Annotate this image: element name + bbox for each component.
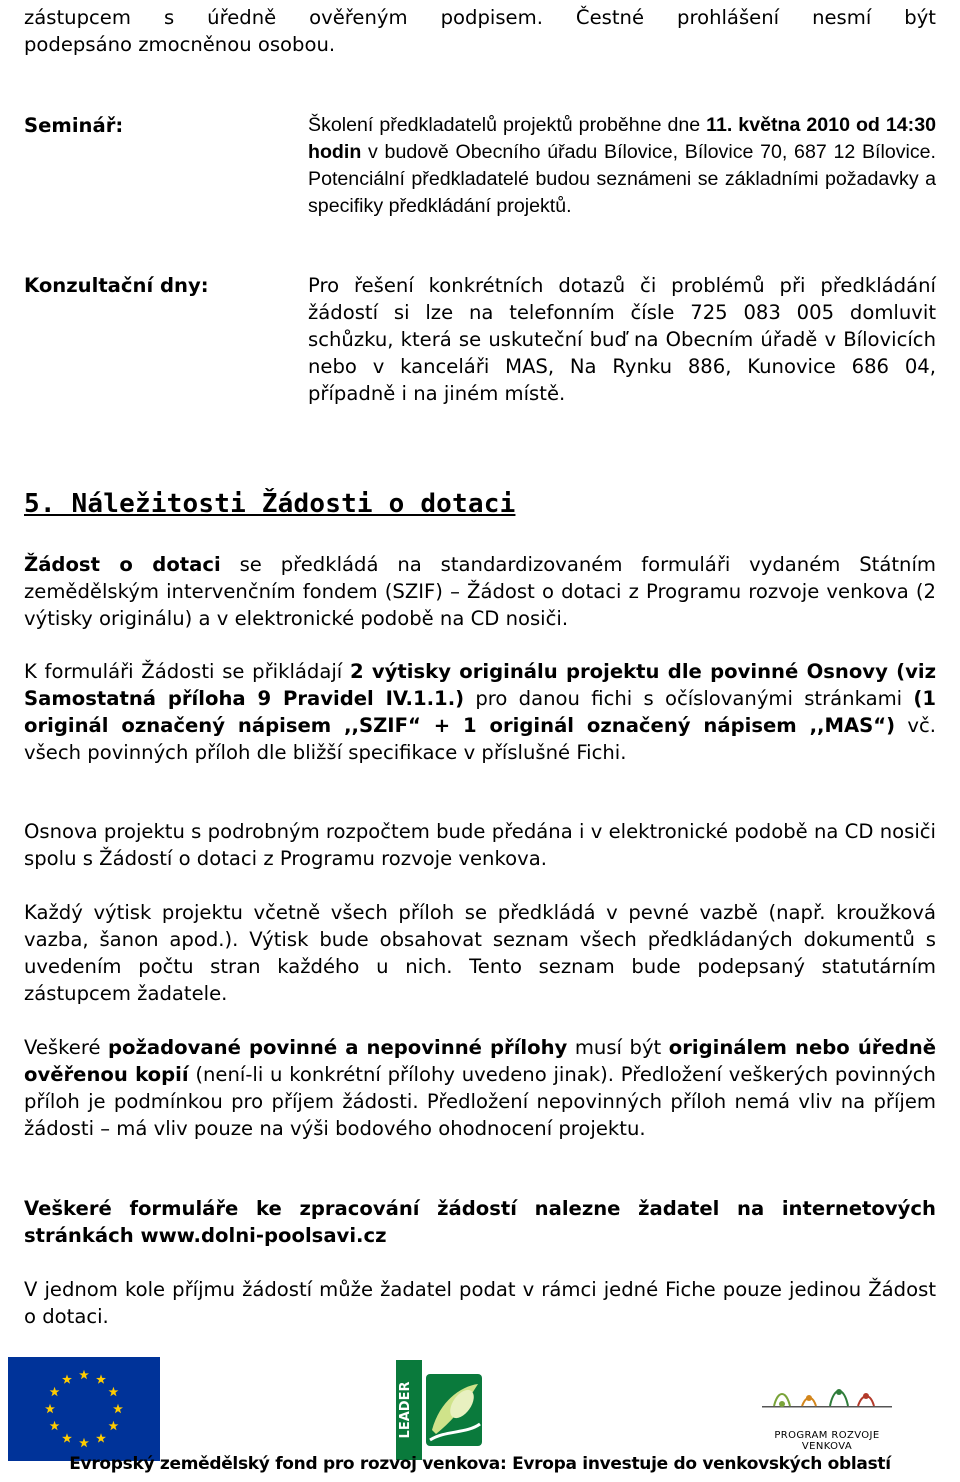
paragraph-6: Veškeré formuláře ke zpracování žádostí nalezne žadatel na internetových stránkách www.dolni-poolsavi.cz [24,1197,936,1247]
paragraph-7: V jednom kole příjmu žádostí může žadatel podat v rámci jedné Fiche pouze jedinou Žádost o dotaci. [24,1278,936,1328]
eu-star [62,1433,72,1442]
eu-star [50,1421,60,1430]
paragraph-4: Každý výtisk projektu včetně všech příloh se předkládá v pevné vazbě (např. kroužková vazba, šanon apod.). Výtisk bude obsahovat seznam všech předkládaných dokumentů s uvedením počtu stran každého u nich. Tento seznam bude podepsaný statutárním zástupcem žadatele. [24,901,936,1005]
eu-star [96,1433,106,1442]
text: musí být [567,1036,669,1059]
footer-text: Evropský zemědělský fond pro rozvoj venkova: Evropa investuje do venkovských oblastí [69,1454,891,1474]
seminar-text [308,112,936,220]
consult-text: Pro řešení konkrétních dotazů či problémů při předkládání žádostí si lze na telefonním čísle 725 083 005 domluvit schůzku, která se uskuteční buď na Obecním úřadě v Bílovicích nebo v kanceláři MAS, Na Rynku 886, Kunovice 686 04, případně i na jiném místě. [308,274,936,405]
paragraph-1 [24,551,936,632]
eu-star [45,1404,55,1413]
text: K formuláři Žádosti se přikládají [24,660,350,683]
text: (není-li u konkrétní přílohy uvedeno jinak). Předložení veškerých povinných příloh je podmínkou pro příjem žádosti. Předložení nepovinných příloh nemá vliv na příjem žádosti – má vliv pouze na výši bodového ohodnocení projektu. [24,1063,936,1140]
eu-star [113,1404,123,1413]
prv-icon [752,1380,902,1430]
eu-star [50,1387,60,1396]
paragraph-2 [24,658,936,766]
eu-star [62,1374,72,1383]
text: Veškeré [24,1036,109,1059]
bold-phrase: 2 výtisky originálu projektu dle povinné Osnovy (viz Samostatná příloha 9 Pravidel IV.1.1.) [24,660,936,710]
bold-phrase: (1 originál označený nápisem ,,SZIF“ + 1 originál označený nápisem ,,MAS“) [24,687,936,737]
text-line: podepsáno zmocněnou osobou. [24,33,336,56]
leader-logo [396,1360,484,1460]
seminar-text-1: Školení předkladatelů projektů proběhne dne [308,114,707,136]
prv-logo [752,1380,902,1452]
eu-star [109,1421,119,1430]
text-line: zástupcem s úředně ověřeným podpisem. Čestné prohlášení nesmí být [24,6,936,29]
eu-star [79,1438,89,1447]
seminar-text-3: v budově Obecního úřadu Bílovice, Bílovice 70, 687 12 Bílovice. Potenciální předkladatelé budou seznámeni se základními požadavky a specifiky předkládání projektů. [308,141,936,217]
paragraph-3: Osnova projektu s podrobným rozpočtem bude předána i v elektronické podobě na CD nosiči spolu s Žádostí o dotaci z Programu rozvoje venkova. [24,820,936,870]
bold-phrase: požadované povinné a nepovinné přílohy [108,1036,568,1059]
paragraph-5 [24,1034,936,1142]
paragraph-continued-end [24,31,936,58]
eu-star [79,1370,89,1379]
text: pro danou fichi s očíslovanými stránkami [464,687,914,710]
bold-phrase: originálem nebo úředně ověřenou kopií [24,1036,936,1086]
eu-stars-icon [8,1357,160,1461]
seminar-date: 11. května 2010 od 14:30 hodin [308,114,936,163]
leader-icon [396,1360,484,1460]
consult-label: Konzultační dny: [24,274,209,297]
text: se předkládá na standardizovaném formuláři vydaném Státním zemědělským intervenčním fondem (SZIF) – Žádost o dotaci z Programu rozvoje venkova (2 výtisky originálu) a v elektronické podobě na CD nosiči. [24,553,936,630]
seminar-label: Seminář: [24,114,124,137]
section-heading: 5. Náležitosti Žádosti o dotaci [24,489,516,519]
prv-text: PROGRAM ROZVOJE VENKOVA [774,1430,880,1452]
paragraph-continued [24,4,936,31]
eu-star [96,1374,106,1383]
bold-phrase: Žádost o dotaci [24,553,221,576]
eu-star [109,1387,119,1396]
text: vč. všech povinných příloh dle bližší specifikace v příslušné Fichi. [24,714,936,764]
eu-flag-logo [8,1357,160,1461]
leader-text: LEADER [398,1381,413,1439]
